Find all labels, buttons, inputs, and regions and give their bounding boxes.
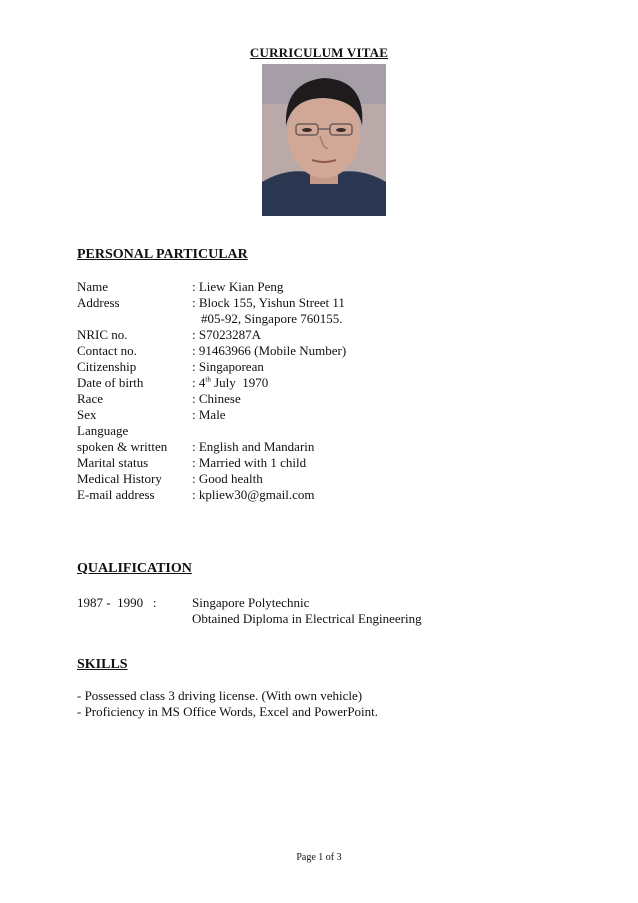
marital-value: : Married with 1 child: [192, 455, 307, 470]
citizenship-label: Citizenship: [77, 359, 137, 374]
language-label-1: Language: [77, 423, 129, 438]
dob-day: : 4: [192, 375, 206, 390]
sex-value: : Male: [192, 407, 226, 422]
race-label: Race: [77, 391, 103, 406]
email-label: E-mail address: [77, 487, 155, 502]
qualification-period: 1987 - 1990 :: [77, 595, 157, 610]
nric-label: NRIC no.: [77, 327, 128, 342]
document-title: CURRICULUM VITAE: [249, 45, 389, 60]
medical-value: : Good health: [192, 471, 263, 486]
nric-value: : S7023287A: [192, 327, 261, 342]
skill-item: - Proficiency in MS Office Words, Excel and PowerPoint.: [77, 704, 379, 719]
email-value: : kpliew30@gmail.com: [192, 487, 315, 502]
race-value: : Chinese: [192, 391, 241, 406]
skills-heading: SKILLS: [77, 657, 128, 672]
dob-month-year: July 1970: [210, 375, 269, 390]
address-label: Address: [77, 295, 120, 310]
dob-value: [192, 375, 268, 391]
address-value-2: #05-92, Singapore 760155.: [201, 311, 343, 326]
contact-value: : 91463966 (Mobile Number): [192, 343, 347, 358]
language-label-2: spoken & written: [77, 439, 168, 454]
citizenship-value: : Singaporean: [192, 359, 264, 374]
address-value-1: : Block 155, Yishun Street 11: [192, 295, 345, 310]
marital-label: Marital status: [77, 455, 149, 470]
skill-item: - Possessed class 3 driving license. (With own vehicle): [77, 688, 363, 703]
qualification-institution: Singapore Polytechnic: [192, 595, 310, 610]
dob-ordinal: th: [205, 375, 211, 384]
language-value: : English and Mandarin: [192, 439, 315, 454]
contact-label: Contact no.: [77, 343, 137, 358]
page-number: Page 1 of 3: [296, 852, 342, 863]
name-label: Name: [77, 279, 109, 294]
dob-label: Date of birth: [77, 375, 144, 390]
sex-label: Sex: [77, 407, 97, 422]
personal-heading: PERSONAL PARTICULAR: [77, 247, 248, 262]
qualification-award: Obtained Diploma in Electrical Engineering: [192, 611, 422, 626]
qualification-heading: QUALIFICATION: [77, 561, 192, 576]
profile-photo: [262, 64, 386, 216]
medical-label: Medical History: [77, 471, 162, 486]
name-value: : Liew Kian Peng: [192, 279, 284, 294]
